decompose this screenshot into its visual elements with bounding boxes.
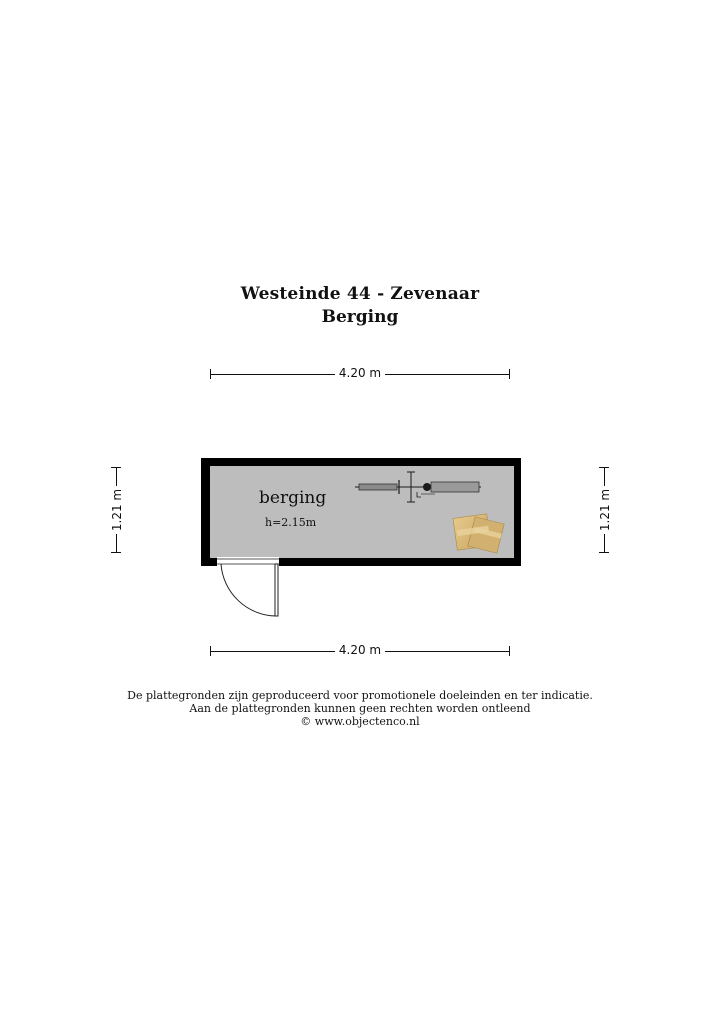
dimension-bottom bbox=[210, 644, 510, 658]
disclaimer-line-2: Aan de plattegronden kunnen geen rechten worden ontleend bbox=[189, 702, 531, 715]
dimension-top-label: 4.20 m bbox=[335, 366, 385, 380]
door-swing-icon bbox=[221, 564, 278, 616]
dimension-right bbox=[598, 467, 612, 553]
dimension-left-label: 1.21 m bbox=[110, 486, 124, 534]
room-height: h=2.15m bbox=[265, 516, 317, 529]
dimension-bottom-label: 4.20 m bbox=[335, 643, 385, 657]
room-name: berging bbox=[259, 488, 327, 508]
copyright-link[interactable]: © www.objectenco.nl bbox=[300, 715, 420, 728]
dimension-right-label: 1.21 m bbox=[598, 486, 612, 534]
disclaimer-line-1: De plattegronden zijn geproduceerd voor promotionele doeleinden en ter indicatie. bbox=[127, 689, 593, 702]
plan-subtitle: Berging bbox=[321, 307, 399, 327]
floor-plan bbox=[199, 456, 522, 619]
plan-title: Westeinde 44 - Zevenaar bbox=[240, 284, 480, 304]
dimension-top bbox=[210, 367, 510, 381]
dimension-left bbox=[110, 467, 124, 553]
floor-plan-drawing bbox=[199, 456, 522, 619]
walls bbox=[201, 458, 521, 567]
